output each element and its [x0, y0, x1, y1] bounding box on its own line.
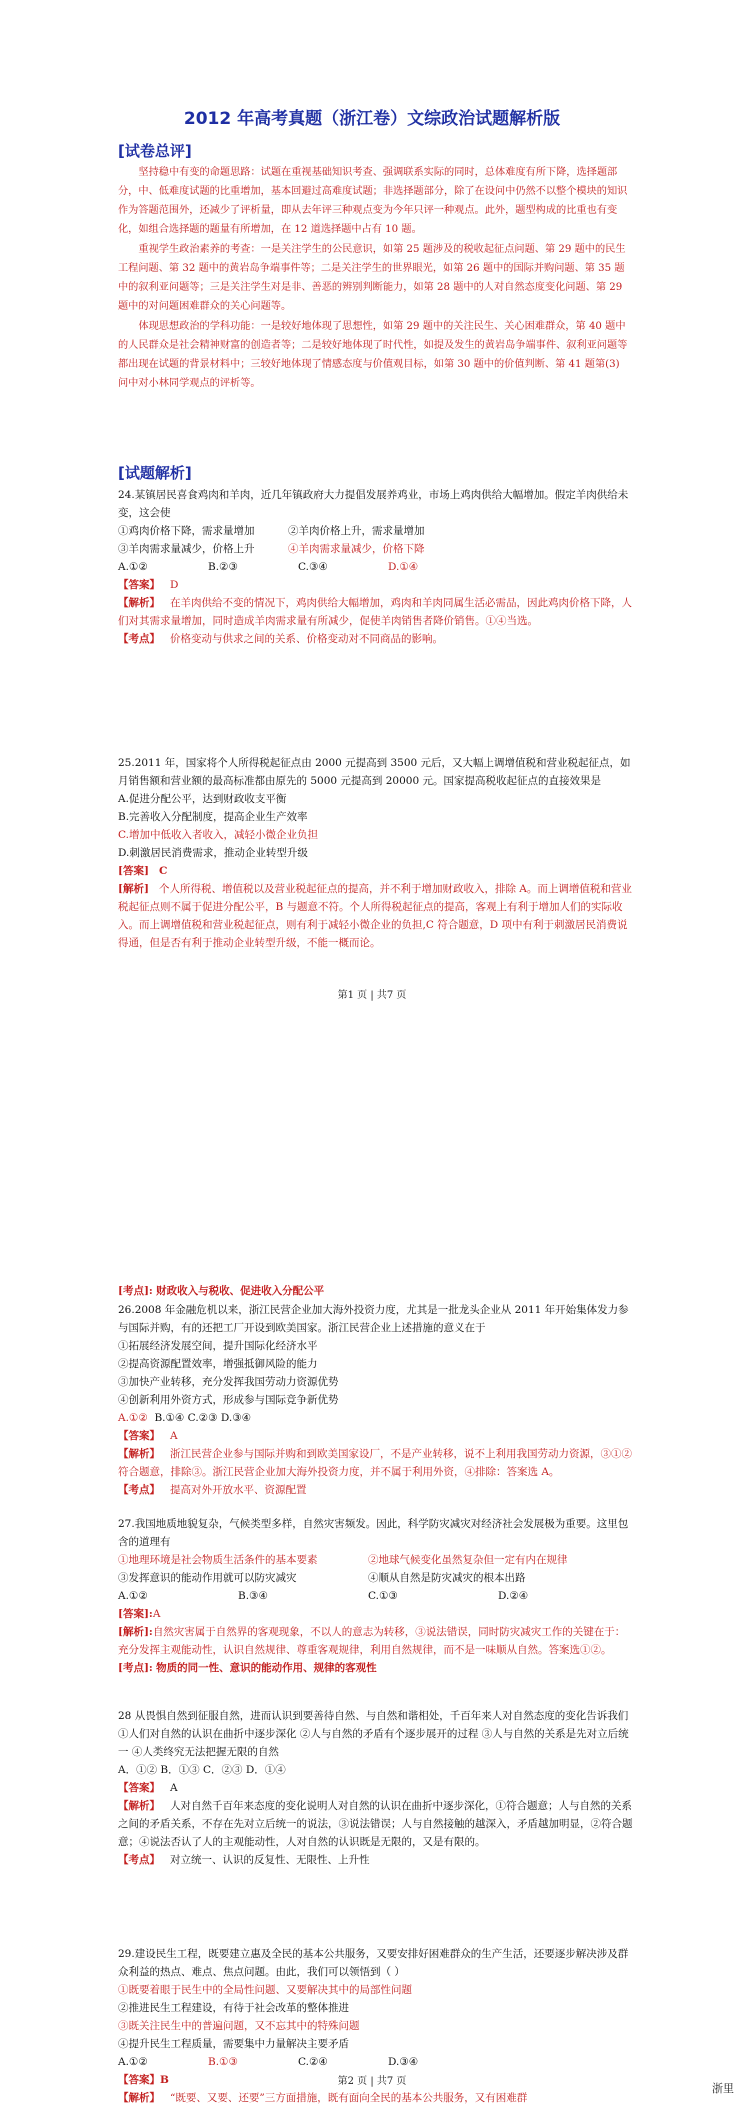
question-stem: 25.2011 年，国家将个人所得税起征点由 2000 元提高到 3500 元后，又大幅上调增值税和营业税起征点，如月销售额和营业额的最高标准都由原先的 5000 元提高到 20000 元。国家提高税收起征点的直接效果是 [118, 757, 631, 787]
question-25 [118, 754, 633, 952]
analysis-label: 【解析】 [118, 1448, 160, 1460]
summary-paragraph: 重视学生政治素养的考查：一是关注学生的公民意识，如第 25 题涉及的税收起征点问题、第 29 题中的民生工程问题、第 32 题中的黄岩岛争端事件等；二是关注学生的世界眼光，如第 26 题中的国际并购问题、第 35 题中的叙利亚问题等；三是关注学生对是非、善恶的辨别判断能力，如第 28 题中的人对自然态度变化问题、第 29 题中的对问题困难群众的关心问题等。 [118, 244, 626, 312]
answer-value: D [170, 579, 179, 591]
corner-watermark-text: 浙里 [712, 2082, 734, 2095]
choice-a: A.①② [118, 561, 148, 573]
point-text: 价格变动与供求之间的关系、价格变动对不同商品的影响。 [170, 633, 444, 645]
question-stem: 24.某镇居民喜食鸡肉和羊肉，近几年镇政府大力提倡发展养鸡业，市场上鸡肉供给大幅增加。假定羊肉供给未变，这会使 [118, 489, 629, 519]
analysis-text: 在羊肉供给不变的情况下，鸡肉供给大幅增加，鸡肉和羊肉同属生活必需品，因此鸡肉价格下降，人们对其需求量增加，同时造成羊肉需求量有所减少，促使羊肉销售者降价销售。①④当选。 [118, 597, 633, 627]
point-label: [考点]: [118, 1285, 153, 1297]
option-2: ②提高资源配置效率，增强抵御风险的能力 [118, 1358, 318, 1370]
choice-a: A.①② [118, 1590, 148, 1602]
analysis-heading: [试题解析] [118, 464, 192, 482]
summary-paragraph: 坚持稳中有变的命题思路：试题在重视基础知识考查、强调联系实际的同时，总体难度有所下降，选择题部分，中、低难度试题的比重增加，基本回避过高难度试题；非选择题部分，除了在设问中仍然不以整个模块的知识作为答题范围外，还减少了评析量，即从去年评三种观点变为今年只评一种观点。此外，题型构成的比重也有变化，如组合选择题的题量有所增加，在 12 道选择题中占有 10 题。 [118, 167, 628, 235]
choices-rest: B.①④ C.②③ D.③④ [154, 1412, 252, 1424]
choice-a: A.①② [118, 2056, 148, 2068]
point-label: 【考点】 [118, 633, 160, 645]
question-stem: 27.我国地质地貌复杂，气候类型多样，自然灾害频发。因此，科学防灾减灾对经济社会发展极为重要。这里包含的道理有 [118, 1518, 629, 1548]
analysis-label: 【解析】 [118, 597, 160, 609]
option-1: ①既要着眼于民生中的全局性问题、又要解决其中的局部性问题 [118, 1984, 412, 1996]
answer-label: 【答案】 [118, 579, 160, 591]
option-1: ①地理环境是社会物质生活条件的基本要素 [118, 1554, 318, 1566]
option-4: ④提升民生工程质量，需要集中力量解决主要矛盾 [118, 2038, 349, 2050]
answer-value: A [170, 1430, 178, 1442]
point-label: 【考点】 [118, 1854, 160, 1866]
answer-value: C [158, 865, 168, 877]
choice-b: B.③④ [238, 1590, 268, 1602]
analysis-label: 【解析】 [118, 1800, 160, 1812]
option-4: ④顺从自然是防灾减灾的根本出路 [368, 1572, 526, 1584]
option-3: ③发挥意识的能动作用就可以防灾减灾 [118, 1572, 297, 1584]
page-footer: 第2 页 | 共7 页 [337, 2076, 407, 2087]
analysis-label: 【解析】 [118, 2092, 160, 2104]
point-text: 提高对外开放水平、资源配置 [170, 1484, 307, 1496]
choice-b: B.②③ [208, 561, 238, 573]
option-1: ①鸡肉价格下降，需求量增加 [118, 525, 255, 537]
option-3: ③羊肉需求量减少，价格上升 [118, 543, 255, 555]
option-3: ③加快产业转移，充分发挥我国劳动力资源优势 [118, 1376, 339, 1388]
analysis-text: 个人所得税、增值税以及营业税起征点的提高，并不利于增加财政收入，排除 A。而上调增值税和营业税起征点则不属于促进分配公平，B 与题意不符。个人所得税起征点的提高，客观上有利于增加人们的实际收入。而上调增值税和营业税起征点，则有利于减轻小微企业的负担,C 符合题意，D 项中有利于刺激居民消费说得通，但是否有利于推动企业转型升级，不能一概而论。 [118, 883, 632, 949]
option-2: ②地球气候变化虽然复杂但一定有内在规律 [368, 1554, 568, 1566]
summary-paragraph: 体现思想政治的学科功能：一是较好地体现了思想性，如第 29 题中的关注民生、关心困难群众，第 40 题中的人民群众是社会精神财富的创造者等；二是较好地体现了时代性，如提及发生的黄岩岛争端事件、叙利亚问题等都出现在试题的背景材料中；三较好地体现了情感态度与价值观目标，如第 30 题中的价值判断、第 41 题第(3)问中对小林同学观点的评析等。 [118, 321, 628, 389]
analysis-label: [解析] [118, 883, 149, 895]
option-4: ④羊肉需求量减少，价格下降 [288, 543, 425, 555]
question-25-point [118, 1282, 633, 1300]
option-1: ①拓展经济发展空间，提升国际化经济水平 [118, 1340, 318, 1352]
point-label: [考点]: [118, 1662, 153, 1674]
question-choices: A．①② B．①③ C．②③ D．①④ [118, 1764, 286, 1776]
option-2: ②羊肉价格上升，需求量增加 [288, 525, 425, 537]
document-title: 2012 年高考真题（浙江卷）文综政治试题解析版 [183, 109, 561, 129]
analysis-text: 自然灾害属于自然界的客观现象，不以人的意志为转移，③说法错误，同时防灾减灾工作的关键在于：充分发挥主观能动性，认识自然规律、尊重客观规律，利用自然规律，而不是一味顺从自然。答案选①②。 [118, 1626, 626, 1656]
answer-value: A [170, 1782, 178, 1794]
question-27 [118, 1515, 633, 1677]
choice-c: C.①③ [368, 1590, 398, 1602]
question-24 [118, 486, 633, 648]
point-text: 对立统一、认识的反复性、无限性、上升性 [170, 1854, 370, 1866]
question-stem: 28 从畏惧自然到征服自然，进而认识到要善待自然、与自然和谐相处，千百年来人对自然态度的变化告诉我们 [118, 1710, 629, 1722]
choice-c: C.③④ [298, 561, 328, 573]
choice-a: A.①② [118, 1412, 148, 1424]
point-text: 财政收入与税收、促进收入分配公平 [156, 1285, 325, 1297]
option-b: B.完善收入分配制度，提高企业生产效率 [118, 811, 308, 823]
answer-value: A [152, 1608, 161, 1620]
question-stem: 26.2008 年金融危机以来，浙江民营企业加大海外投资力度，尤其是一批龙头企业从 2011 年开始集体发力参与国际并购，有的还把工厂开设到欧美国家。浙江民营企业上述措施的意义在于 [118, 1304, 629, 1334]
document-page-1 [0, 0, 744, 1020]
question-options: ①人们对自然的认识在曲折中逐步深化 ②人与自然的矛盾有个逐步展开的过程 ③人与自然的关系是先对立后统一 ④人类终究无法把握无限的自然 [118, 1728, 629, 1758]
choice-d: D.②④ [498, 1590, 529, 1602]
analysis-text: 人对自然千百年来态度的变化说明人对自然的认识在曲折中逐步深化，①符合题意；人与自然的关系之间的矛盾关系，不存在先对立后统一的说法，③说法错误；人与自然接触的越深入，矛盾越加明显，②符合题意；④说法否认了人的主观能动性，人对自然的认识既是无限的，又是有限的。 [118, 1800, 633, 1848]
option-3: ③既关注民生中的普遍问题，又不忘其中的特殊问题 [118, 2020, 360, 2032]
summary-heading: [试卷总评] [118, 142, 192, 160]
choice-d: D.③④ [388, 2056, 419, 2068]
analysis-text: 浙江民营企业参与国际并购和到欧美国家设厂，不是产业转移，说不上利用我国劳动力资源，③①②符合题意，排除③。浙江民营企业加大海外投资力度，并不属于利用外资，④排除：答案选 A。 [118, 1448, 633, 1478]
analysis-label: [解析]: [118, 1626, 153, 1638]
page-footer: 第1 页 | 共7 页 [337, 990, 407, 1001]
choice-c: C.②④ [298, 2056, 328, 2068]
option-d: D.刺激居民消费需求，推动企业转型升级 [118, 847, 308, 859]
answer-label: 【答案】 [118, 1430, 160, 1442]
choice-b: B.①③ [208, 2056, 238, 2068]
question-28 [118, 1707, 633, 1869]
document-page-2 [0, 1020, 744, 2104]
option-4: ④创新利用外资方式，形成参与国际竞争新优势 [118, 1394, 339, 1406]
option-a: A.促进分配公平，达到财政收支平衡 [118, 793, 287, 805]
choice-d: D.①④ [388, 561, 419, 573]
option-c: C.增加中低收入者收入，减轻小微企业负担 [118, 829, 318, 841]
question-stem: 29.建设民生工程，既要建立惠及全民的基本公共服务，又要安排好困难群众的生产生活，还要逐步解决涉及群众利益的热点、难点、焦点问题。由此，我们可以领悟到（ ） [118, 1948, 629, 1978]
analysis-text: “既要、又要、还要”三方面措施，既有面向全民的基本公共服务，又有困难群 [170, 2092, 528, 2104]
option-2: ②推进民生工程建设，有待于社会改革的整体推进 [118, 2002, 349, 2014]
point-text: 物质的同一性、意识的能动作用、规律的客观性 [156, 1662, 377, 1674]
point-label: 【考点】 [118, 1484, 160, 1496]
summary-section [118, 163, 628, 394]
answer-label: [答案]: [118, 1608, 153, 1620]
answer-label: 【答案】 [118, 1782, 160, 1794]
answer-label: 【答案】B [118, 2074, 169, 2086]
answer-label: [答案] [118, 865, 149, 877]
question-26 [118, 1301, 633, 1499]
